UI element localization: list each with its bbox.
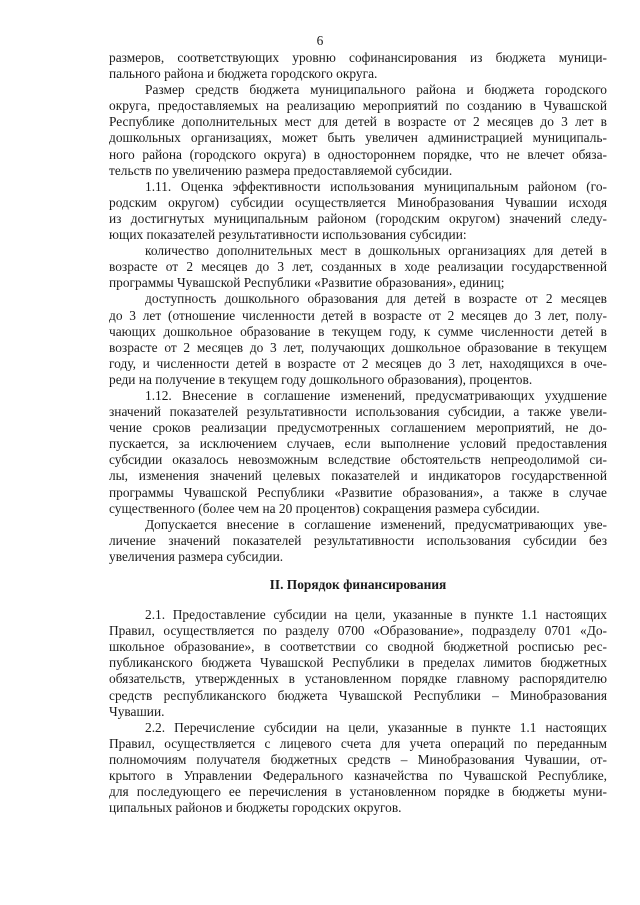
- text-line: существенного (более чем на 20 процентов) сокращения размера субсидии.: [109, 500, 540, 516]
- text-line: программы Чувашской Республики «Развитие образования», единиц;: [109, 275, 505, 291]
- text-line: возрасте от 2 месяцев до 3 лет, получающих дошкольное образование в текущем: [109, 339, 607, 355]
- text-line: Чувашии.: [109, 703, 165, 719]
- text-line: до 3 лет (отношение численности детей в возрасте от 2 месяцев до 3 лет, полу-: [109, 307, 607, 323]
- text-line: дошкольных организациях, может быть увеличен администрацией муниципаль-: [109, 130, 607, 146]
- text-line: ципальных районов и бюджеты городских округов.: [109, 800, 402, 816]
- paragraph-group-intro: [109, 50, 607, 565]
- text-line: родским округом) субсидии осуществляется Минобразования Чувашии исходя: [109, 194, 607, 210]
- text-line: 2.1. Предоставление субсидии на цели, указанные в пункте 1.1 настоящих: [145, 607, 607, 623]
- text-line: средств республиканского бюджета Чувашской Республики – Минобразования: [109, 687, 607, 703]
- text-line: 1.11. Оценка эффективности использования муниципальным районом (го-: [145, 178, 607, 194]
- paragraph: [109, 50, 607, 82]
- text-line: увеличения размера субсидии.: [109, 548, 284, 564]
- text-line: реди на получение в текущем году дошкольного образования), процентов.: [109, 371, 533, 387]
- paragraph: [109, 243, 607, 291]
- text-line: чающих дошкольное образование в текущем году, к сумме численности детей в: [109, 323, 607, 339]
- text-line: округа, предоставляемых на реализацию мероприятий по созданию в Чувашской: [109, 98, 607, 114]
- text-line: Правил, осуществляется с лицевого счета для учета операций по переданным: [109, 735, 607, 751]
- text-line: возрасте от 2 месяцев до 3 лет, созданных в ходе реализации государственной: [109, 259, 607, 275]
- text-line: 2.2. Перечисление субсидии на цели, указанные в пункте 1.1 настоящих: [145, 719, 607, 735]
- text-line: публиканского бюджета Чувашской Республики в пределах лимитов бюджетных: [109, 655, 607, 671]
- paragraph: [109, 388, 607, 517]
- text-line: чение сроков реализации предусмотренных соглашением мероприятий, не до-: [109, 420, 607, 436]
- text-line: Размер средств бюджета муниципального района и бюджета городского: [145, 82, 607, 98]
- text-line: полномочиям получателя бюджетных средств – Минобразования Чувашии, от-: [109, 751, 607, 767]
- paragraph: [109, 179, 607, 243]
- paragraph: [109, 517, 607, 565]
- text-line: размеров, соответствующих уровню софинансирования из бюджета муници-: [109, 50, 607, 65]
- text-line: Допускается внесение в соглашение изменений, предусматривающих уве-: [145, 516, 607, 532]
- paragraph: [109, 720, 607, 817]
- text-line: для последующего ее перечисления в установленном порядке в бюджеты муни-: [109, 784, 607, 800]
- text-line: субсидии оказалось невозможным вследствие обстоятельств непреодолимой си-: [109, 452, 607, 468]
- text-line: ющих показателей результативности использования субсидии:: [109, 227, 467, 243]
- text-line: Республике дополнительных мест для детей в возрасте от 2 месяцев до 3 лет в: [109, 114, 607, 130]
- text-line: ного района (городского округа) в одностороннем порядке, что не влечет обяза-: [109, 146, 607, 162]
- text-line: лы, изменения значений целевых показателей и индикаторов государственной: [109, 468, 607, 484]
- text-line: из достигнутых муниципальным районом (городским округом) значений следу-: [109, 210, 607, 226]
- text-line: доступность дошкольного образования для детей в возрасте от 2 месяцев: [145, 291, 607, 307]
- paragraph: [109, 607, 607, 720]
- paragraph: [109, 82, 607, 179]
- text-line: крытого в Управлении Федерального казначейства по Чувашской Республике,: [109, 768, 607, 784]
- paragraph: [109, 291, 607, 388]
- section-heading: II. Порядок финансирования: [269, 577, 447, 592]
- text-line: обязательств, утвержденных в установленном порядке главному распорядителю: [109, 671, 607, 687]
- page-number: 6: [316, 33, 324, 48]
- text-line: программы Чувашской Республики «Развитие образования», а также в случае: [109, 484, 607, 500]
- text-line: пального района и бюджета городского округа.: [109, 66, 378, 82]
- text-line: личение значений показателей результативности использования субсидии без: [109, 532, 607, 548]
- text-line: значений показателей результативности использования субсидии, а также увели-: [109, 404, 607, 420]
- paragraph-group-section-2: [109, 607, 607, 816]
- text-line: году, и численности детей в возрасте от 2 месяцев до 3 лет, находящихся в оче-: [109, 355, 607, 371]
- text-line: 1.12. Внесение в соглашение изменений, предусматривающих ухудшение: [145, 387, 607, 403]
- text-line: тельств по увеличению размера предоставляемой субсидии.: [109, 162, 453, 178]
- text-line: Правил, осуществляется по разделу 0700 «Образование», подразделу 0701 «До-: [109, 623, 607, 639]
- text-line: количество дополнительных мест в дошкольных организациях для детей в: [145, 243, 607, 259]
- text-line: пускается, за исключением случаев, если выполнение условий предоставления: [109, 436, 607, 452]
- text-line: школьное образование», в соответствии со сводной бюджетной росписью рес-: [109, 639, 607, 655]
- document-body: [109, 50, 607, 816]
